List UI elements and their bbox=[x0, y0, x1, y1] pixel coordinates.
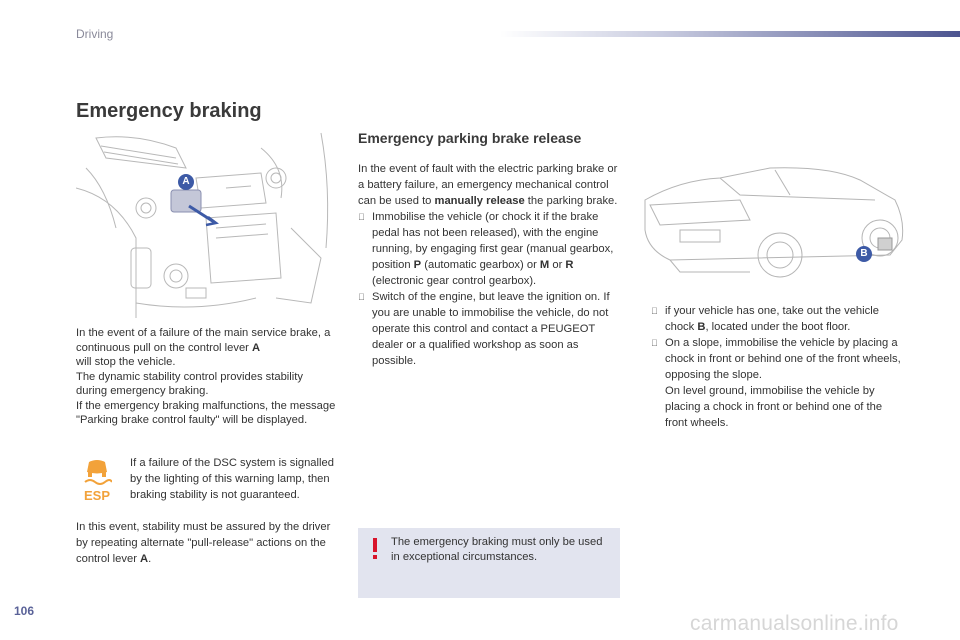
list-item: Switch of the engine, but leave the ignition on. If you are unable to immobilise the vehicle, do not operate this control and contact a PEUGEOT dealer or a qualified workshop as soon as possible. bbox=[358, 289, 620, 369]
middle-column bbox=[358, 161, 620, 369]
bullet-icon bbox=[358, 289, 365, 305]
list-item: if your vehicle has one, take out the vehicle chock B, located under the boot floor. bbox=[651, 303, 906, 335]
intro-text: In the event of fault with the electric parking brake or a battery failure, an emergency mechanical control can be used to manually release the parking brake. bbox=[358, 163, 618, 207]
stability-text: The dynamic stability control provides stability during emergency braking. bbox=[76, 370, 303, 397]
warning-box bbox=[358, 528, 620, 598]
dsc-note: If a failure of the DSC system is signalled by the lighting of this warning lamp, then braking stability is not guaranteed. bbox=[130, 457, 334, 501]
car-rear-illustration bbox=[640, 160, 910, 290]
malfunction-text: If the emergency braking malfunctions, the message "Parking brake control faulty" will be displayed. bbox=[76, 399, 336, 426]
bullet-icon bbox=[651, 335, 658, 351]
section-subtitle: Emergency parking brake release bbox=[358, 130, 582, 146]
bullet-icon bbox=[358, 209, 365, 225]
header-gradient-bar bbox=[500, 31, 960, 37]
section-name: Driving bbox=[76, 27, 114, 41]
callout-a-label: A bbox=[182, 176, 190, 187]
service-brake-text: In the event of a failure of the main service brake, a continuous pull on the control lever A will stop the vehicle. bbox=[76, 327, 331, 368]
dashboard-lever-illustration bbox=[76, 128, 338, 318]
esp-warning-lamp-icon bbox=[82, 458, 112, 502]
bullet-icon bbox=[651, 303, 658, 319]
callout-b-badge bbox=[856, 246, 872, 262]
list-item: Immobilise the vehicle (or chock it if the brake pedal has not been released), with the engine running, by engaging first gear (manual gearbox, position P (automatic gearbox) or M or R (electronic gear control gearbox). bbox=[358, 209, 620, 289]
left-paragraph bbox=[76, 326, 336, 428]
callout-a-badge bbox=[178, 174, 194, 190]
callout-b-label: B bbox=[860, 248, 868, 259]
exclamation-icon bbox=[368, 538, 382, 560]
release-steps-list bbox=[358, 209, 620, 369]
page-number: 106 bbox=[14, 604, 35, 618]
chock-steps-list bbox=[651, 303, 906, 431]
page-title: Emergency braking bbox=[76, 100, 262, 122]
right-column bbox=[651, 303, 906, 431]
watermark: carmanualsonline.info bbox=[690, 612, 899, 635]
list-item: On a slope, immobilise the vehicle by placing a chock in front or behind one of the front wheels, opposing the slope. On level ground, immobilise the vehicle by placing a chock in front or behind one of the front wheels. bbox=[651, 335, 906, 431]
stability-instruction: In this event, stability must be assured by the driver by repeating alternate "pull-release" actions on the control lever A. bbox=[76, 521, 331, 565]
warning-text: The emergency braking must only be used in exceptional circumstances. bbox=[391, 536, 603, 563]
esp-label: ESP bbox=[83, 488, 111, 502]
